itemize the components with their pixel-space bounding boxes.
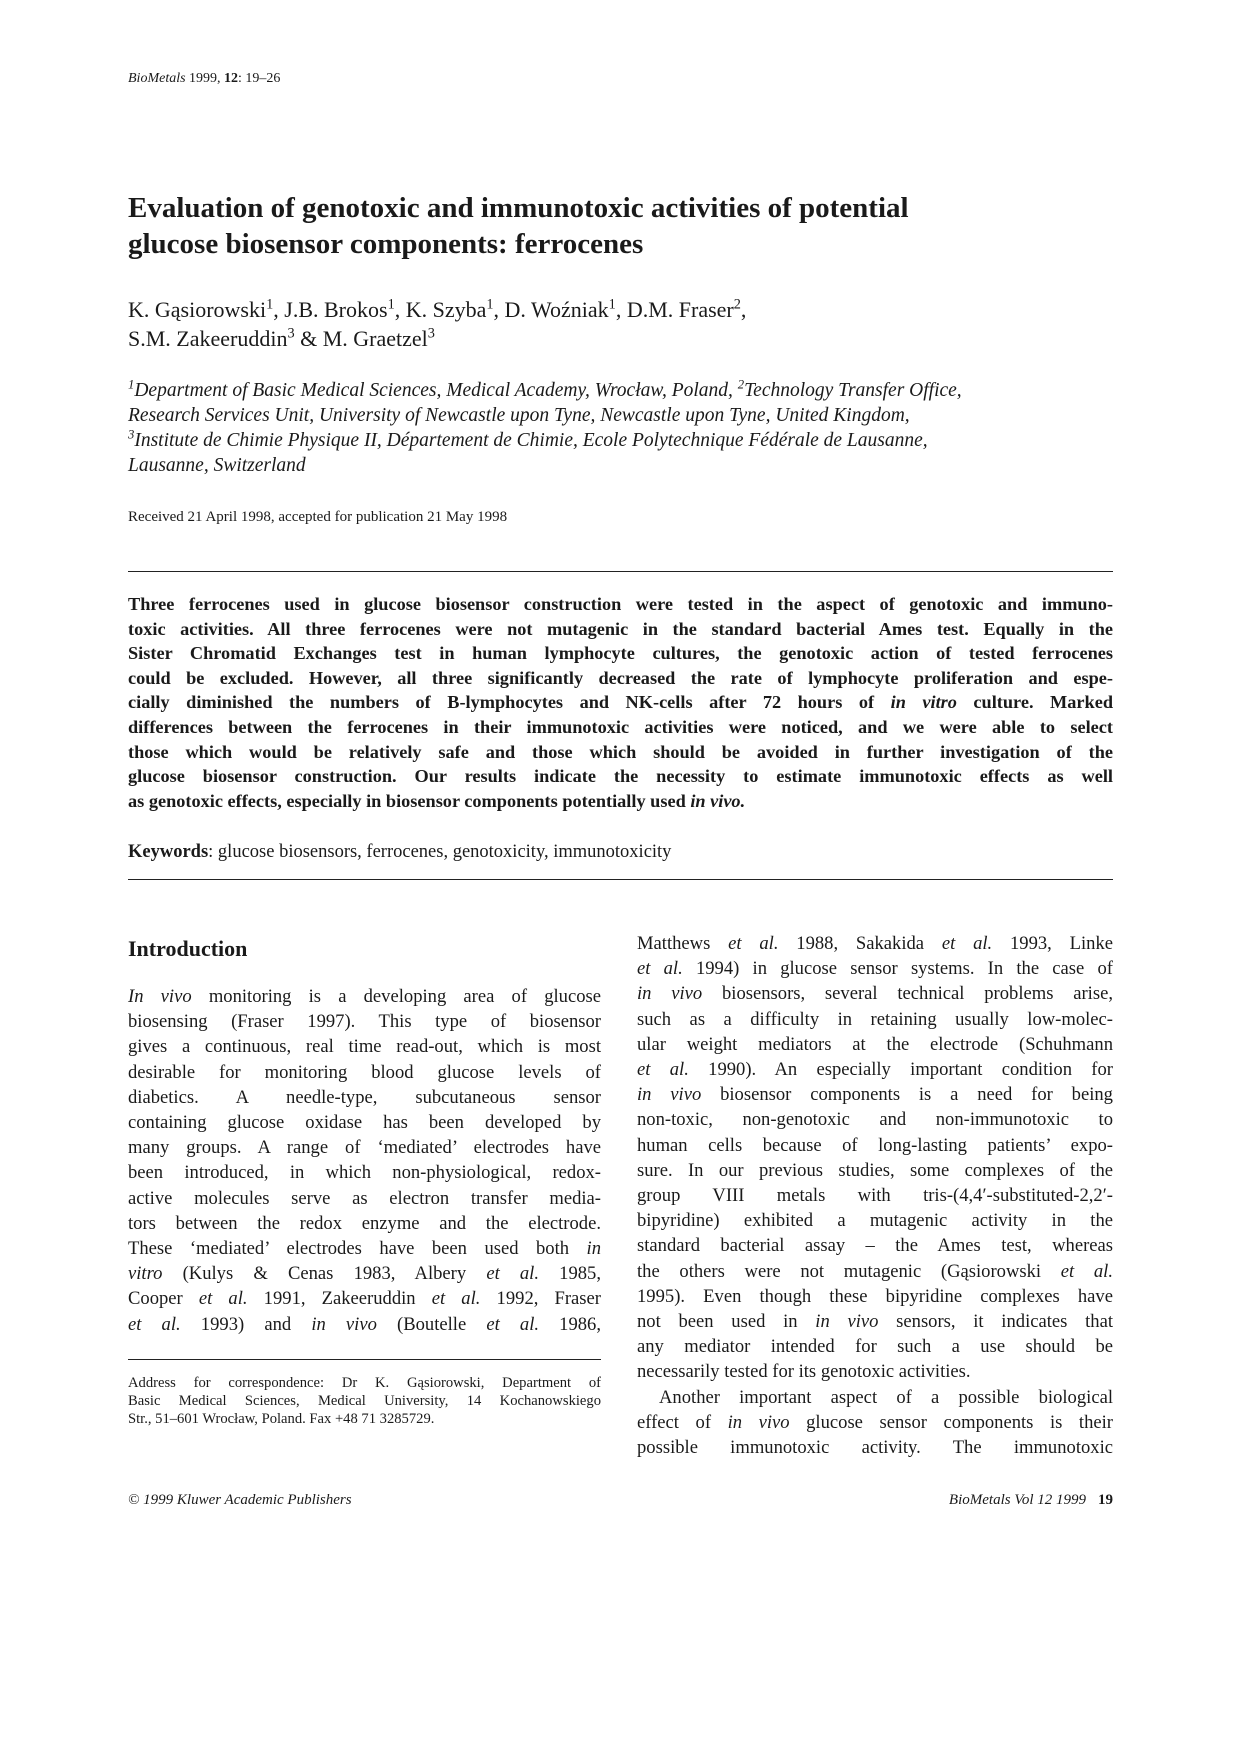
body-text: effect of [637,1411,728,1433]
affiliation-text: Institute de Chimie Physique II, Département de Chimie, Ecole Polytechnique Fédérale de Lausanne, [134,430,928,451]
italic-term: in vivo [311,1313,377,1335]
abstract-bottom-rule [128,879,1113,880]
body-line: bipyridine) exhibited a mutagenic activity in the [637,1210,1113,1232]
italic-term: et al. [637,958,683,980]
body-line [128,1236,601,1261]
affiliation-mark: 1 [608,296,616,313]
body-line: 1995). Even though these bipyridine complexes have [637,1285,1113,1307]
abstract-text: cially diminished the numbers of B-lymphocytes and NK-cells after 72 hours of [128,692,891,713]
affiliation-mark: 2 [737,377,745,392]
title-line: Evaluation of genotoxic and immunotoxic activities of potential [128,192,909,224]
journal-volume: 12 [224,71,239,86]
body-line: ular weight mediators at the electrode (Schuhmann [637,1033,1113,1055]
italic-term: et al. [728,933,779,954]
footnote-rule [128,1359,601,1360]
abstract-line: glucose biosensor construction. Our results indicate the necessity to estimate immunotoxic effects as well [128,766,1113,787]
body-text: the others were not mutagenic (Gąsiorowski [637,1260,1061,1282]
affiliation-line: Research Services Unit, University of Newcastle upon Tyne, Newcastle upon Tyne, United Kingdom, [128,405,910,426]
section-heading: Introduction [128,936,248,961]
journal-year: 1999, [189,71,221,86]
italic-term: in vivo [637,1084,702,1106]
body-line: such as a difficulty in retaining usually low-molec- [637,1008,1113,1030]
body-line: possible immunotoxic activity. The immunotoxic [637,1437,1113,1459]
right-column [637,931,1113,1460]
correspondence-footnote [128,1374,601,1428]
body-line: gives a continuous, real time read-out, which is most [128,1036,601,1058]
body-line [637,1259,1113,1284]
body-text: biosensors, several technical problems arise, [702,983,1113,1005]
footnote-line: Address for correspondence: Dr K. Gąsiorowski, Department of [128,1375,601,1391]
author-name: K. Gąsiorowski [128,297,267,322]
keywords-label: Keywords [128,842,209,862]
body-text: 1993) and [180,1313,312,1335]
affiliation-line [128,428,1128,453]
body-line [637,1057,1113,1082]
italic-term: et al. [941,933,993,954]
body-text: sensors, it indicates that [878,1311,1113,1333]
italic-term: In vivo [128,986,192,1007]
article-title [128,190,1118,262]
body-line [637,956,1113,981]
page-number: 19 [1098,1492,1113,1508]
affiliation-text: Department of Basic Medical Sciences, Medical Academy, Wrocław, Poland, [134,380,738,401]
body-line: necessarily tested for its genotoxic activities. [637,1361,971,1383]
body-line [128,1286,601,1311]
body-text: 1990). An especially important condition for [688,1059,1113,1081]
footnote-line: Str., 51–601 Wrocław, Poland. Fax +48 71 3285729. [128,1411,435,1427]
abstract-italic: in vivo. [690,790,746,811]
italic-term: et al. [486,1263,539,1285]
body-text: 1986, [539,1313,602,1335]
body-text: glucose sensor components is their [789,1411,1113,1433]
affiliation-mark: 1 [486,296,494,313]
abstract-line: differences between the ferrocenes in their immunotoxic activities were noticed, and we were able to select [128,716,1113,737]
body-line: desirable for monitoring blood glucose levels of [128,1061,601,1083]
author-name: S.M. Zakeeruddin [128,326,288,351]
italic-term: et al. [637,1059,689,1081]
abstract [128,592,1113,813]
body-line: standard bacterial assay – the Ames test, whereas [637,1235,1113,1257]
abstract-line: Sister Chromatid Exchanges test in human lymphocyte cultures, the genotoxic action of tested ferrocenes [128,643,1113,664]
body-text: 1993, Linke [992,933,1113,954]
italic-term: et al. [431,1288,481,1310]
journal-reference [128,70,280,88]
body-line [128,984,601,1009]
italic-term: in [586,1238,601,1260]
abstract-line: toxic activities. All three ferrocenes were not mutagenic in the standard bacterial Ames test. Equally in the [128,618,1113,639]
body-line: human cells because of long-lasting patients’ expo- [637,1134,1113,1156]
left-column [128,984,601,1337]
received-date: Received 21 April 1998, accepted for publication 21 May 1998 [128,509,508,525]
body-text: Matthews [637,933,729,954]
affiliation-mark: 1 [266,296,274,313]
body-text: 1988, Sakakida [778,933,942,954]
body-line: been introduced, in which non-physiological, redox- [128,1162,601,1184]
footnote-line: Basic Medical Sciences, Medical University, 14 Kochanowskiego [128,1393,601,1409]
abstract-line [128,690,1113,715]
body-line: non-toxic, non-genotoxic and non-immunotoxic to [637,1109,1113,1131]
body-line: tors between the redox enzyme and the electrode. [128,1212,601,1234]
italic-term: et al. [1060,1260,1113,1282]
page-footer [913,1490,1113,1510]
body-line [128,1312,601,1337]
italic-term: in vivo [637,983,703,1005]
author-name: , K. Szyba [394,297,487,322]
body-line [128,1261,601,1286]
body-text: 1991, Zakeeruddin [247,1288,432,1310]
body-text: 1985, [539,1263,601,1285]
body-line: biosensing (Fraser 1997). This type of biosensor [128,1011,601,1033]
italic-term: in vivo [727,1411,790,1433]
author-separator: , [740,297,747,322]
author-name: , D.M. Fraser [615,297,734,322]
body-text: biosensor components is a need for being [701,1084,1113,1106]
title-line: glucose biosensor components: ferrocenes [128,228,644,260]
body-line: many groups. A range of ‘mediated’ electrodes have [128,1137,601,1159]
body-text: monitoring is a developing area of glucose [191,986,602,1007]
body-text: (Kulys & Cenas 1983, Albery [162,1263,487,1285]
body-line [637,981,1113,1006]
affiliation-mark: 3 [128,427,135,442]
abstract-italic: in vitro [890,692,957,713]
body-line: containing glucose oxidase has been developed by [128,1112,601,1134]
body-line [637,931,1113,956]
italic-term: et al. [198,1288,248,1310]
affiliation-mark: 3 [427,325,435,342]
journal-name: BioMetals [128,71,186,86]
affiliation-line [128,378,1128,403]
body-line: Another important aspect of a possible biological [659,1386,1113,1408]
author-line [128,295,1118,324]
author-list [128,295,1118,353]
affiliation-mark: 1 [128,377,135,392]
italic-term: et al. [128,1313,181,1335]
body-line: group VIII metals with tris-(4,4′-substituted-2,2′- [637,1185,1113,1207]
italic-term: vitro [128,1263,163,1285]
affiliation-line: Lausanne, Switzerland [128,455,306,476]
body-text: not been used in [637,1311,816,1333]
keywords [128,840,1113,864]
footer-journal: BioMetals Vol 12 1999 [948,1492,1086,1508]
abstract-line: those which would be relatively safe and those which should be avoided in further investigation of the [128,741,1113,762]
body-text: These ‘mediated’ electrodes have been used both [128,1238,587,1260]
author-name: , J.B. Brokos [273,297,388,322]
body-text: 1992, Fraser [480,1288,601,1310]
affiliations [128,378,1128,478]
abstract-line: could be excluded. However, all three significantly decreased the rate of lymphocyte proliferation and espe- [128,667,1113,688]
journal-pages: : 19–26 [238,71,281,86]
affiliation-mark: 1 [387,296,395,313]
body-line: sure. In our previous studies, some complexes of the [637,1159,1113,1181]
body-text: 1994) in glucose sensor systems. In the case of [682,958,1113,980]
keywords-text: : glucose biosensors, ferrocenes, genotoxicity, immunotoxicity [208,842,672,862]
italic-term: et al. [486,1313,540,1335]
body-line [637,1082,1113,1107]
body-text: (Boutelle [376,1313,487,1335]
body-line [637,1309,1113,1334]
author-name: , D. Woźniak [493,297,609,322]
italic-term: in vivo [815,1311,879,1333]
body-line: diabetics. A needle-type, subcutaneous sensor [128,1086,601,1108]
author-name: & M. Graetzel [294,326,428,351]
body-line: any mediator intended for such a use should be [637,1336,1113,1358]
affiliation-mark: 3 [287,325,295,342]
abstract-line [128,789,1113,814]
abstract-top-rule [128,571,1113,572]
affiliation-text: Technology Transfer Office, [744,380,962,401]
copyright-notice: © 1999 Kluwer Academic Publishers [128,1492,352,1508]
abstract-text: as genotoxic effects, especially in biosensor components potentially used [128,790,691,811]
affiliation-mark: 2 [733,296,741,313]
body-line: active molecules serve as electron transfer media- [128,1187,601,1209]
body-text: Cooper [128,1288,199,1310]
abstract-text: culture. Marked [956,692,1113,713]
abstract-line: Three ferrocenes used in glucose biosensor construction were tested in the aspect of genotoxic and immuno- [128,594,1113,614]
author-line [128,324,1118,353]
body-line [637,1410,1113,1435]
